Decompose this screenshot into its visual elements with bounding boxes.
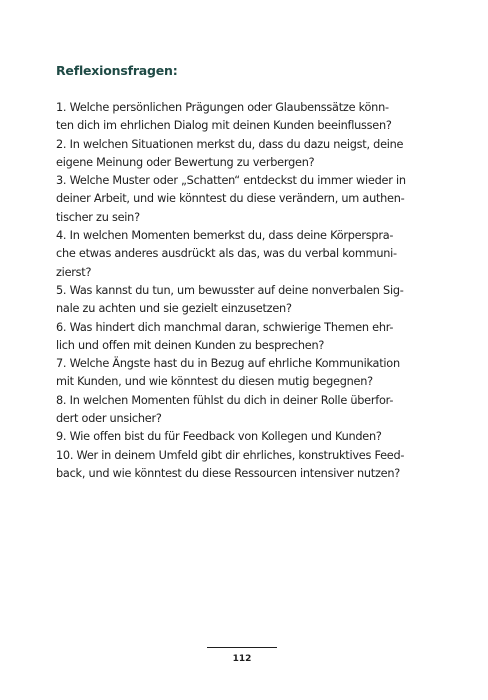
question-line: 7. Welche Ängste hast du in Bezug auf ehrliche Kommunikation — [56, 357, 400, 371]
question-line: zierst? — [56, 265, 92, 279]
question-item — [56, 172, 440, 227]
question-line: deiner Arbeit, und wie könntest du diese verändern, um authen- — [56, 192, 405, 206]
question-line: mit Kunden, und wie könntest du diesen mutig begegnen? — [56, 375, 373, 389]
question-line: 1. Welche persönlichen Prägungen oder Glaubenssätze könn- — [56, 101, 389, 114]
question-item — [56, 355, 440, 392]
question-line: 2. In welchen Situationen merkst du, dass du dazu neigst, deine — [56, 137, 404, 151]
section-heading: Reflexionsfragen: — [56, 63, 178, 78]
question-line: dert oder unsicher? — [56, 412, 162, 426]
question-item — [56, 319, 440, 356]
question-line: che etwas anderes ausdrückt als das, was du verbal kommuni- — [56, 247, 397, 261]
question-line: back, und wie könntest du diese Ressourcen intensiver nutzen? — [56, 466, 401, 480]
page-number: 112 — [232, 654, 252, 664]
question-line: nale zu achten und sie gezielt einzusetzen? — [56, 302, 292, 316]
question-item — [56, 392, 440, 429]
question-line: 4. In welchen Momenten bemerkst du, dass deine Körperspra- — [56, 229, 394, 243]
footer-divider — [207, 647, 277, 648]
question-line: tischer zu sein? — [56, 210, 140, 224]
question-line: 3. Welche Muster oder „Schatten“ entdeckst du immer wieder in — [56, 174, 406, 188]
question-item — [56, 227, 440, 282]
question-line: 10. Wer in deinem Umfeld gibt dir ehrliches, konstruktives Feed- — [56, 448, 405, 462]
question-line: lich und offen mit deinen Kunden zu besprechen? — [56, 338, 325, 352]
reflection-questions-list — [56, 99, 440, 483]
question-line: eigene Meinung oder Bewertung zu verbergen? — [56, 155, 315, 169]
question-item — [56, 428, 440, 446]
question-line: ten dich im ehrlichen Dialog mit deinen Kunden beeinflussen? — [56, 119, 392, 133]
question-item — [56, 136, 440, 173]
question-item — [56, 447, 440, 484]
question-line: 8. In welchen Momenten fühlst du dich in deiner Rolle überfor- — [56, 393, 394, 407]
question-item — [56, 99, 440, 136]
question-line: 9. Wie offen bist du für Feedback von Kollegen und Kunden? — [56, 430, 382, 444]
question-line: 6. Was hindert dich manchmal daran, schwierige Themen ehr- — [56, 320, 394, 334]
question-item — [56, 282, 440, 319]
question-line: 5. Was kannst du tun, um bewusster auf deine nonverbalen Sig- — [56, 283, 404, 297]
